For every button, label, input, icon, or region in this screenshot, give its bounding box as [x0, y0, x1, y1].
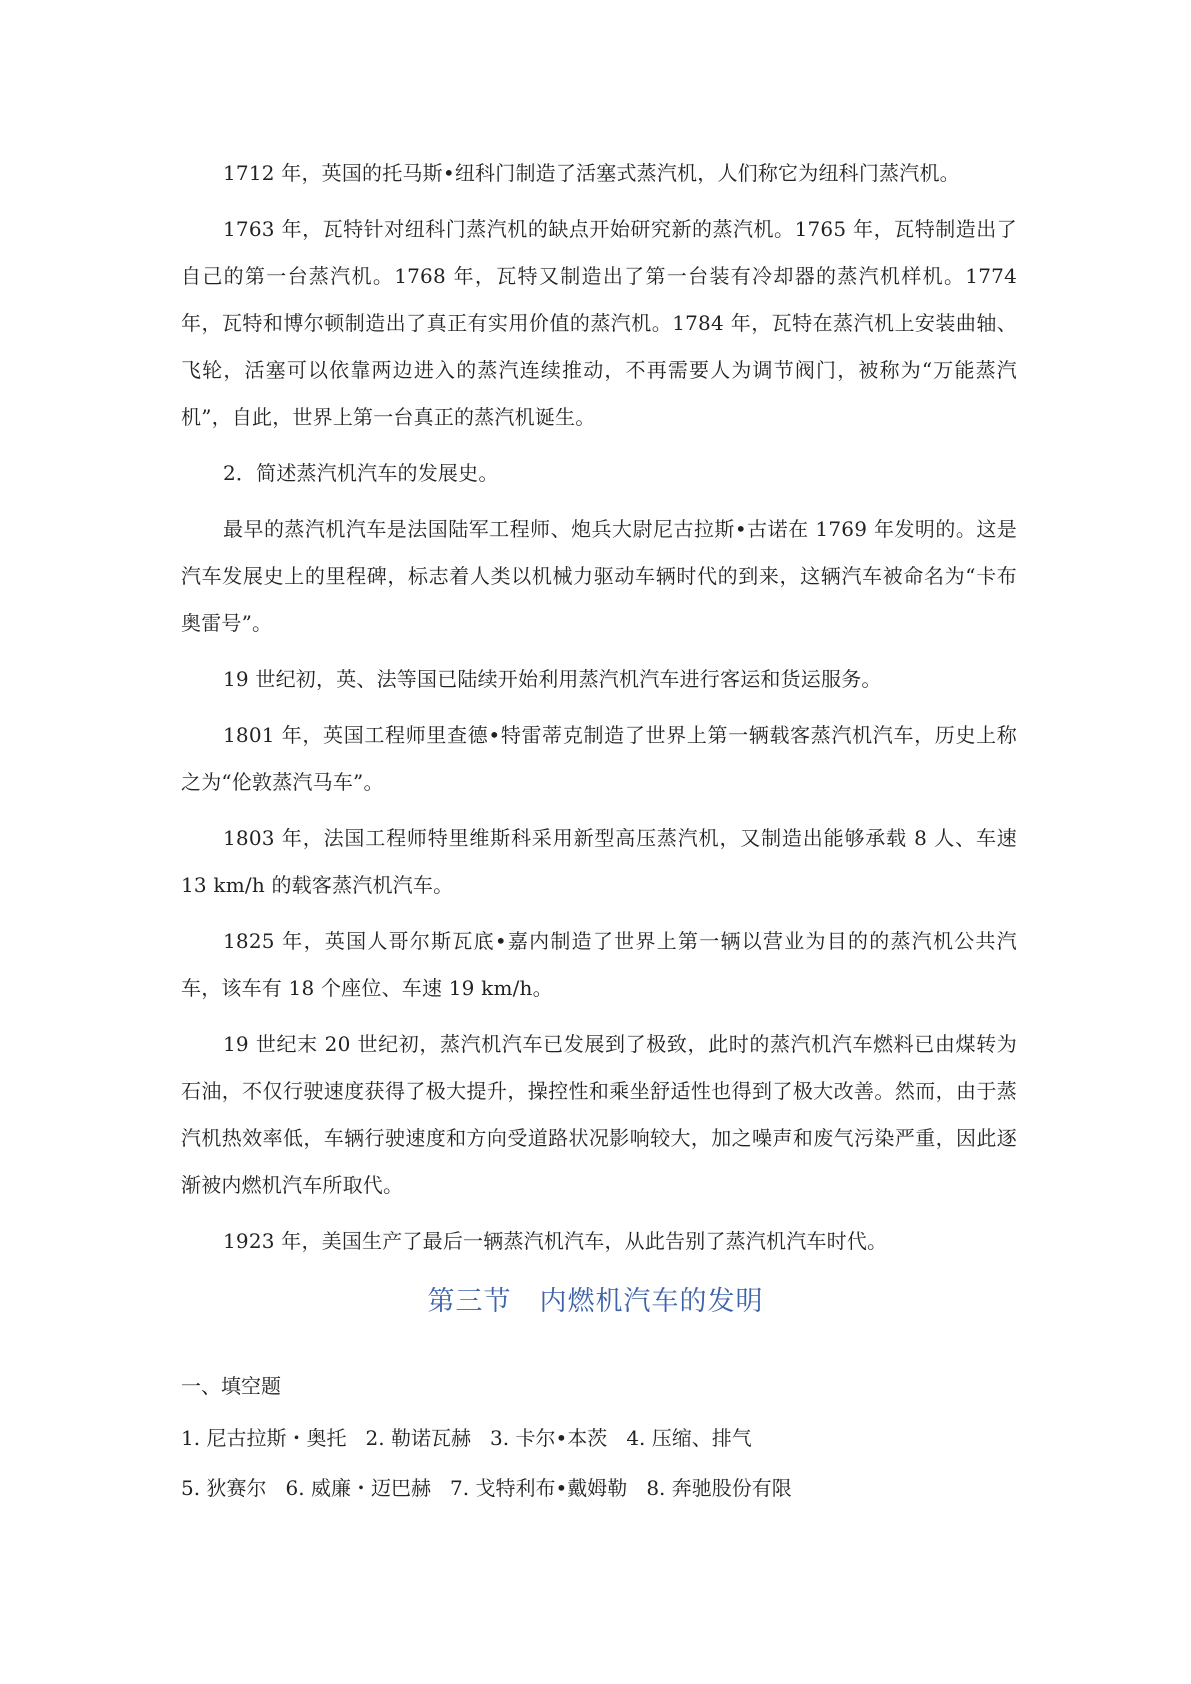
question-2: 2．简述蒸汽机汽车的发展史。	[223, 461, 499, 485]
paragraph-late-19th: 19 世纪末 20 世纪初，蒸汽机汽车已发展到了极致，此时的蒸汽机汽车燃料已由煤转为石油，不仅行驶速度获得了极大提升，操控性和乘坐舒适性也得到了极大改善。然而，由于蒸汽机热效率低，车辆行驶速度和方向受道路状况影响较大，加之噪声和废气污染严重，因此逐渐被内燃机汽车所取代。	[181, 1032, 1017, 1197]
paragraph-1803: 1803 年，法国工程师特里维斯科采用新型高压蒸汽机，又制造出能够承载 8 人、车速 13 km/h 的载客蒸汽机汽车。	[181, 826, 1017, 897]
paragraph-1825: 1825 年，英国人哥尔斯瓦底•嘉内制造了世界上第一辆以营业为目的的蒸汽机公共汽车，该车有 18 个座位、车速 19 km/h。	[181, 929, 1017, 1000]
paragraph-1923: 1923 年，美国生产了最后一辆蒸汽机汽车，从此告别了蒸汽机汽车时代。	[223, 1229, 888, 1253]
fill-in-heading: 一、填空题	[181, 1374, 281, 1398]
body-text	[181, 150, 1017, 1274]
paragraph-watt: 1763 年，瓦特针对纽科门蒸汽机的缺点开始研究新的蒸汽机。1765 年，瓦特制造出了自己的第一台蒸汽机。1768 年，瓦特又制造出了第一台装有冷却器的蒸汽机样机。1774 年，瓦特和博尔顿制造出了真正有实用价值的蒸汽机。1784 年，瓦特在蒸汽机上安装曲轴、飞轮，活塞可以依靠两边进入的蒸汽连续推动，不再需要人为调节阀门，被称为“万能蒸汽机”，自此，世界上第一台真正的蒸汽机诞生。	[181, 217, 1017, 429]
paragraph-newcomen: 1712 年，英国的托马斯•纽科门制造了活塞式蒸汽机，人们称它为纽科门蒸汽机。	[223, 161, 960, 185]
answers-line-1: 1. 尼古拉斯・奥托 2. 勒诺瓦赫 3. 卡尔•本茨 4. 压缩、排气	[181, 1426, 752, 1450]
paragraph-1801: 1801 年，英国工程师里查德•特雷蒂克制造了世界上第一辆载客蒸汽机汽车，历史上称之为“伦敦蒸汽马车”。	[181, 723, 1017, 794]
section-title: 第三节 内燃机汽车的发明	[427, 1286, 764, 1317]
paragraph-cugnot: 最早的蒸汽机汽车是法国陆军工程师、炮兵大尉尼古拉斯•古诺在 1769 年发明的。这是汽车发展史上的里程碑，标志着人类以机械力驱动车辆时代的到来，这辆汽车被命名为“卡布奥雷号”。	[181, 517, 1017, 635]
paragraph-19th-century: 19 世纪初，英、法等国已陆续开始利用蒸汽机汽车进行客运和货运服务。	[223, 667, 882, 691]
answers-line-2: 5. 狄赛尔 6. 威廉・迈巴赫 7. 戈特利布•戴姆勒 8. 奔驰股份有限	[181, 1476, 792, 1500]
